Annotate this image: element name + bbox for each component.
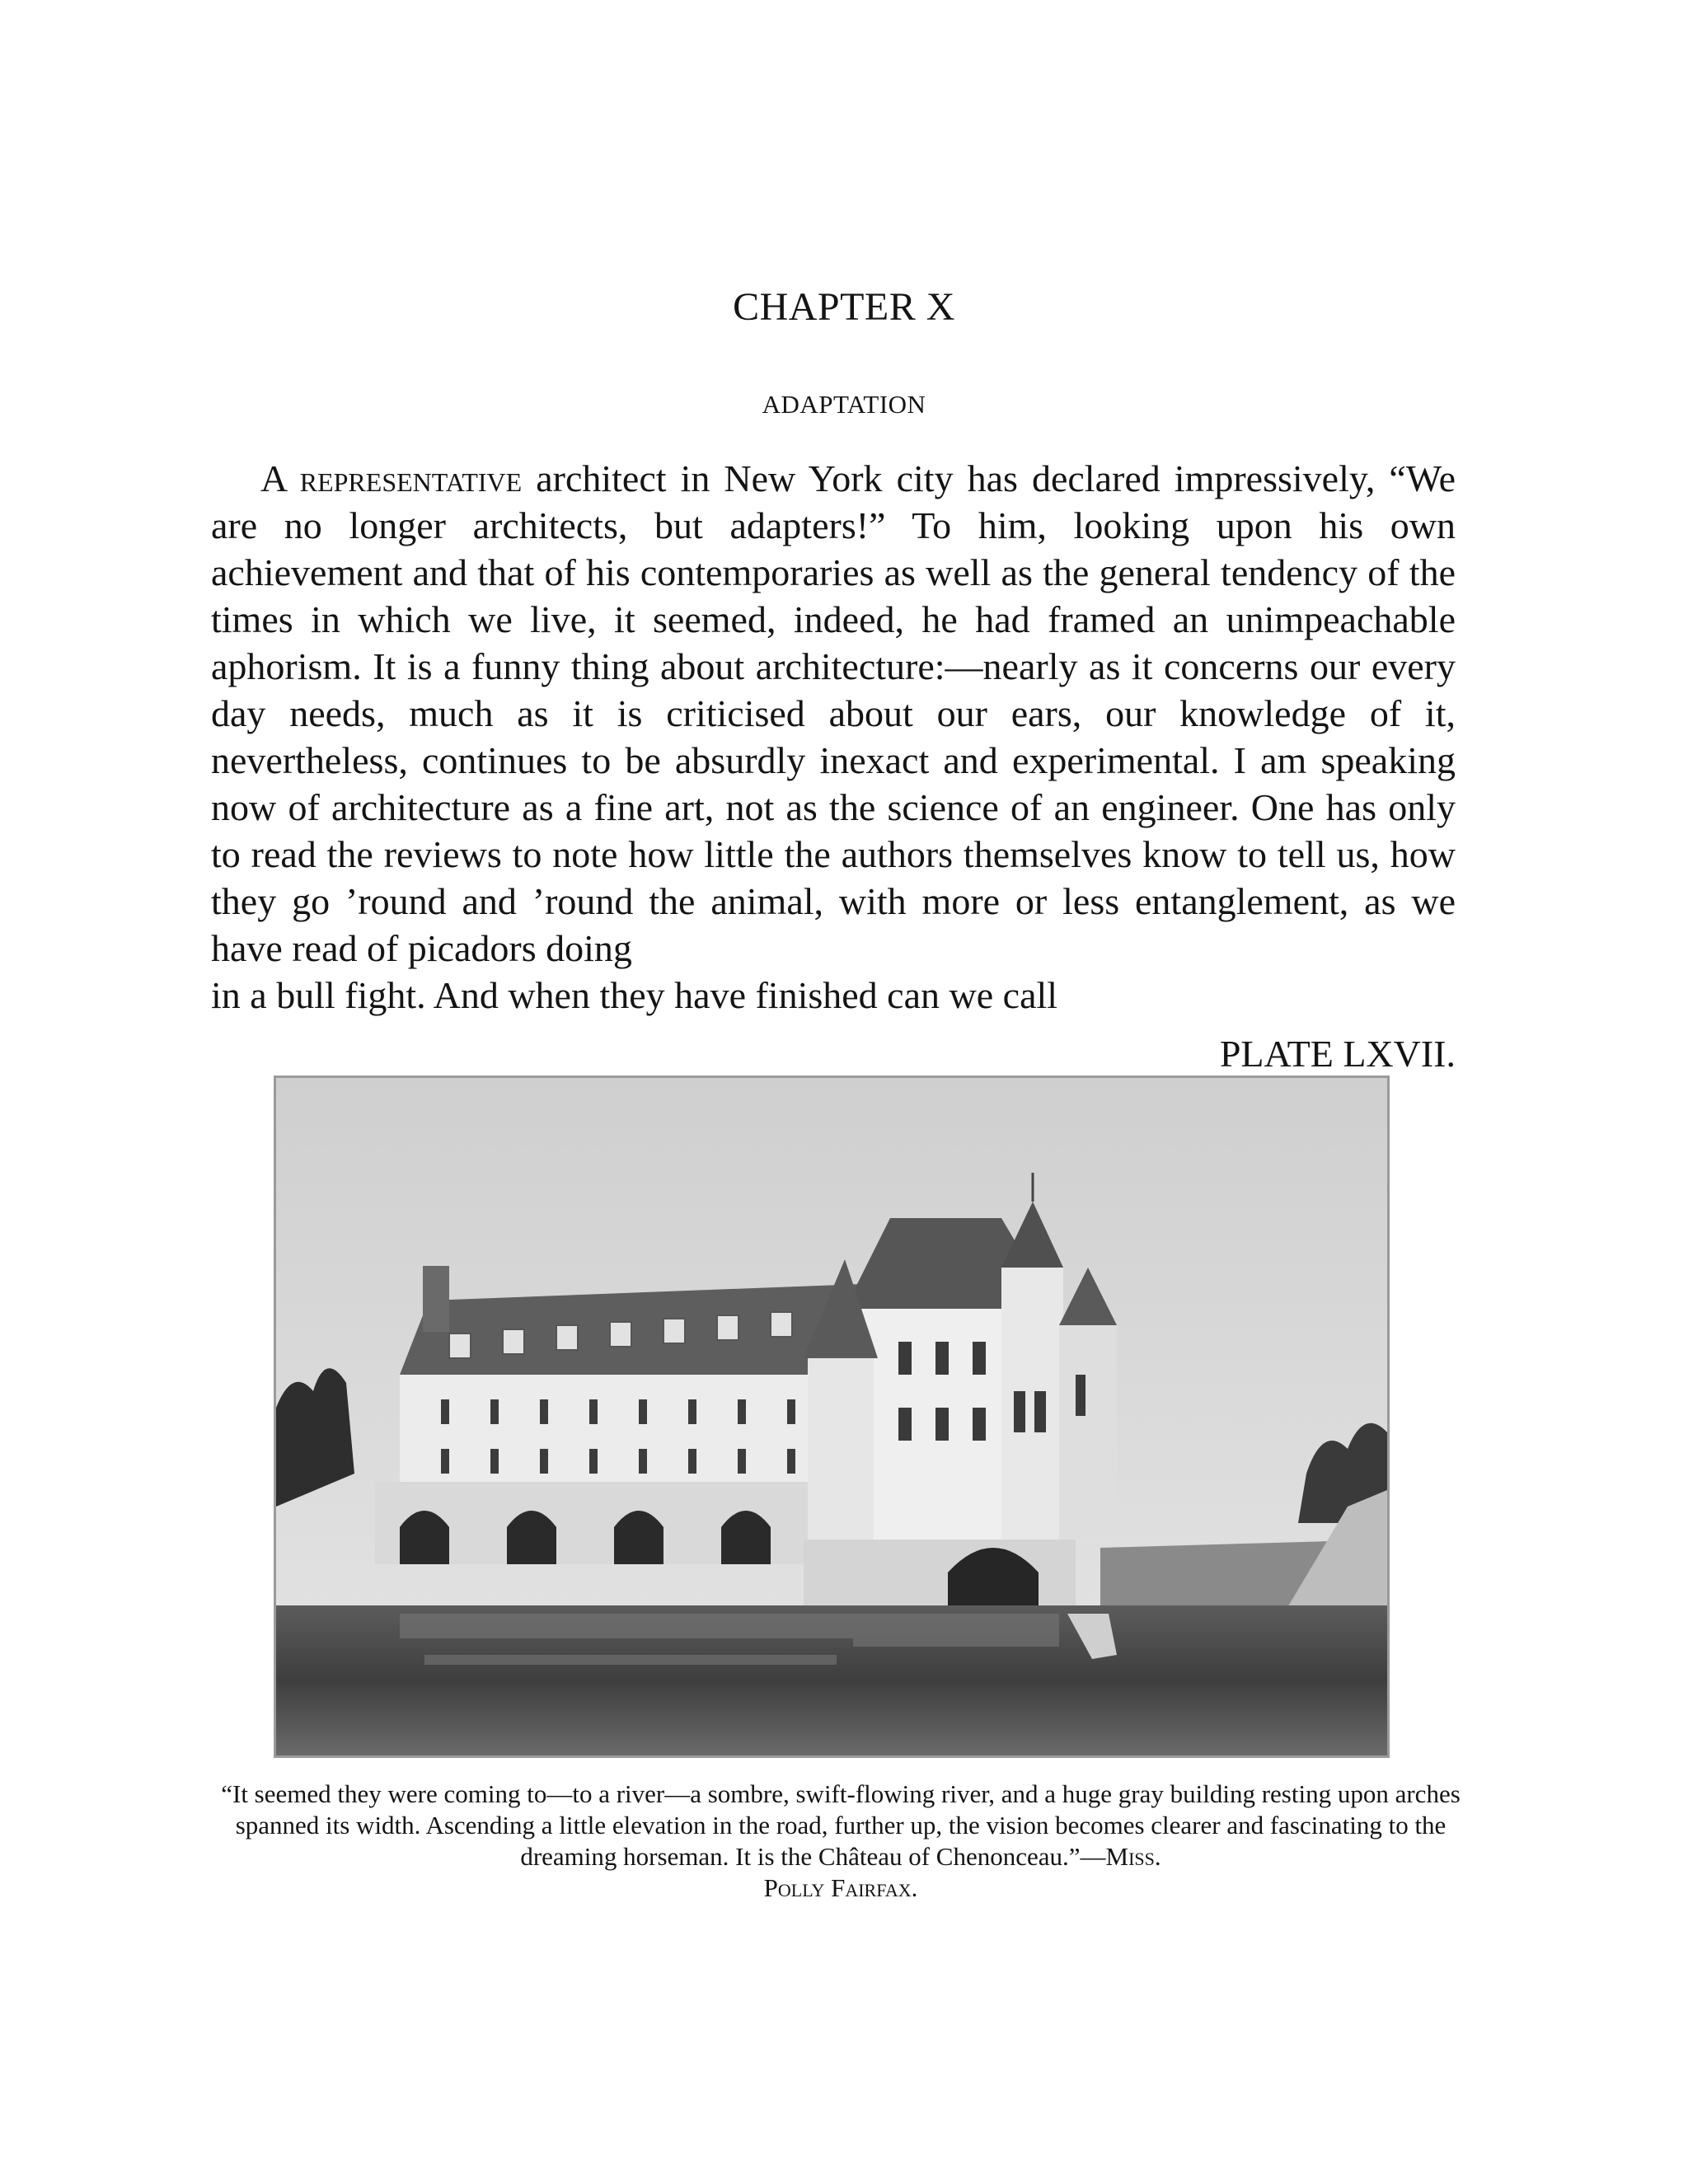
plate-caption [206,1779,1475,1904]
chateau-photo [276,1078,1387,1755]
section-title: ADAPTATION [762,390,926,419]
plate-photograph [274,1076,1390,1758]
chimney [423,1266,449,1332]
chapter-title: CHAPTER X [733,285,955,329]
plate-label: PLATE LXVII. [1219,1033,1456,1075]
caption-author-title: Miss. [1105,1842,1161,1871]
body-last-line: in a bull fight. And when they have finished can we call [211,974,1058,1016]
caption-text: “It seemed they were coming to—to a river—a sombre, swift-flowing river, and a huge gray building resting upon arches spanned its width. Ascending a little elevation in the road, further up, the vision becomes clearer and fascinating to the dreaming horseman. It is the Château of Chenonceau.”— [221,1779,1461,1871]
body-paragraph [211,455,1456,1019]
body-text: architect in New York city has declared impressively, “We are no longer architects, but adapters!” To him, looking upon his own achievement and that of his contemporaries as well as the general tendency of the times in which we live, it seemed, indeed, he had framed an unimpeachable aphorism. It is a funny thing about architecture:—nearly as it concerns our every day needs, much as it is criticised about our ears, our knowledge of it, nevertheless, continues to be absurdly inexact and experimental. I am speaking now of architecture as a fine art, not as the science of an engineer. One has only to read the reviews to note how little the authors themselves know to tell us, how they go ’round and ’round the animal, with more or less entanglement, as we have read of picadors doing [211,457,1456,969]
caption-author-name: Polly Fairfax. [763,1873,918,1902]
dropword: A [260,457,286,499]
smallcaps-word: representative [299,457,523,499]
